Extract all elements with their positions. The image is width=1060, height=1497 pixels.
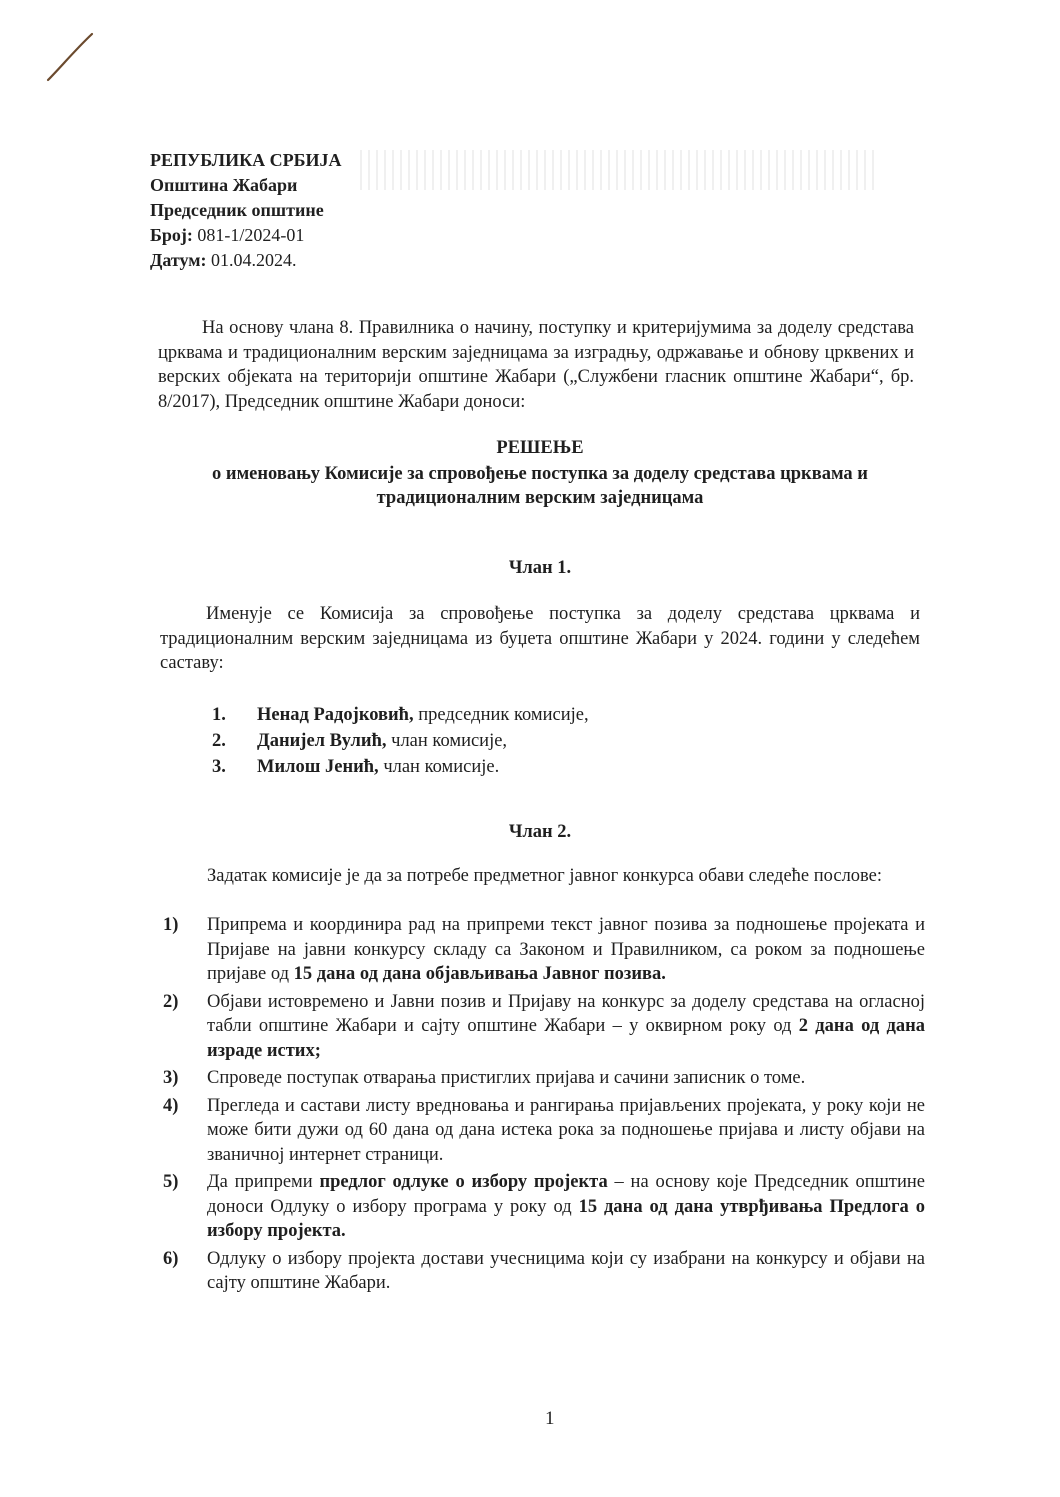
header-number-label: Број: — [150, 225, 193, 245]
pen-stroke-mark — [40, 28, 100, 88]
list-item — [163, 990, 925, 1064]
article1-heading: Члан 1. — [508, 558, 572, 578]
member-name: Ненад Радојковић, — [257, 705, 414, 725]
member-number: 2. — [212, 731, 226, 751]
commission-members-list — [212, 702, 589, 780]
task-text: Спроведе поступак отварања пристиглих пријава и сачини записник о томе. — [207, 1068, 806, 1088]
member-number: 1. — [212, 705, 226, 725]
header-republic: РЕПУБЛИКА СРБИЈА — [150, 150, 342, 170]
list-item — [163, 1247, 925, 1296]
member-role: члан комисије. — [383, 757, 500, 777]
member-name: Милош Јенић, — [257, 757, 379, 777]
list-item — [163, 1170, 925, 1244]
task-number: 2) — [163, 991, 179, 1012]
decision-subtitle-line1: о именовању Комисије за спровођење поступка за доделу средстава црквама и — [212, 464, 868, 484]
header-municipality: Општина Жабари — [150, 175, 298, 195]
preamble-paragraph: На основу члана 8. Правилника о начину, поступку и критеријумима за доделу средстава црквама и традиционалним верским заједницама за изградњу, одржавање и обнову црквених и верских објеката на територији општине Жабари („Службени гласник општине Жабари“, бр. 8/2017), Председник општине Жабари доноси: — [158, 318, 914, 412]
tasks-list — [163, 913, 925, 1299]
article2-heading: Члан 2. — [508, 822, 572, 842]
list-item — [212, 728, 589, 754]
article2-intro: Задатак комисије је да за потребе предметног јавног конкурса обави следеће послове: — [207, 866, 883, 886]
header-number-value: 081-1/2024-01 — [197, 225, 305, 245]
header-date-label: Датум: — [150, 250, 207, 270]
article1-paragraph: Именује се Комисија за спровођење поступка за доделу средстава црквама и традиционалним верским заједницама из буџета општине Жабари у 2024. години у следећем саставу: — [160, 604, 920, 673]
list-item — [212, 702, 589, 728]
decision-subtitle-line2: традиционалним верским заједницама — [376, 488, 704, 508]
task-text: Прегледа и састави листу вреднoвања и рангирања пријављених пројеката, у року који не може бити дужи од 60 дана од дана истека рока за подношење пријава и листу објави на званичној интернет страници. — [207, 1095, 925, 1165]
task-text: Објави истовремено и Јавни позив и Пријаву на конкурс за доделу средстава на огласној табли општине Жабари и сајту општине Жабари – у оквирном року од 2 дана од дана израде истих; — [207, 991, 925, 1061]
list-item — [163, 1094, 925, 1168]
list-item — [212, 754, 589, 780]
header-date-value: 01.04.2024. — [211, 250, 297, 270]
member-name: Данијел Вулић, — [257, 731, 387, 751]
list-item — [163, 1066, 925, 1091]
scan-bleed-through — [360, 150, 880, 190]
task-number: 4) — [163, 1095, 179, 1116]
task-number: 3) — [163, 1068, 179, 1088]
task-text: Одлуку о избору пројекта достави учесницима који су изабрани на конкурсу и објави на сајту општине Жабари. — [207, 1248, 925, 1293]
decision-title: РЕШЕЊЕ — [496, 438, 584, 458]
document-header — [150, 148, 342, 273]
page-number: 1 — [545, 1408, 555, 1429]
list-item — [163, 913, 925, 987]
header-office: Председник општине — [150, 200, 324, 220]
member-number: 3. — [212, 757, 226, 777]
task-text: Да припреми предлог одлуке о избору пројекта – на основу које Председник општине доноси Одлуку о избору програма у року од 15 дана од дана утврђивања Предлога о избору пројекта. — [207, 1172, 925, 1241]
task-number: 5) — [163, 1172, 179, 1192]
task-number: 6) — [163, 1248, 179, 1269]
task-number: 1) — [163, 915, 179, 935]
member-role: члан комисије, — [391, 731, 508, 751]
task-text: Припрема и координира рад на припреми текст јавног позива за подношење пројеката и Пријаве на јавни конкурсу складу са Законом и Правилником, са роком за подношење пријаве од 15 дана од дана објављивања Јавног позива. — [207, 915, 925, 984]
member-role: председник комисије, — [418, 705, 589, 725]
